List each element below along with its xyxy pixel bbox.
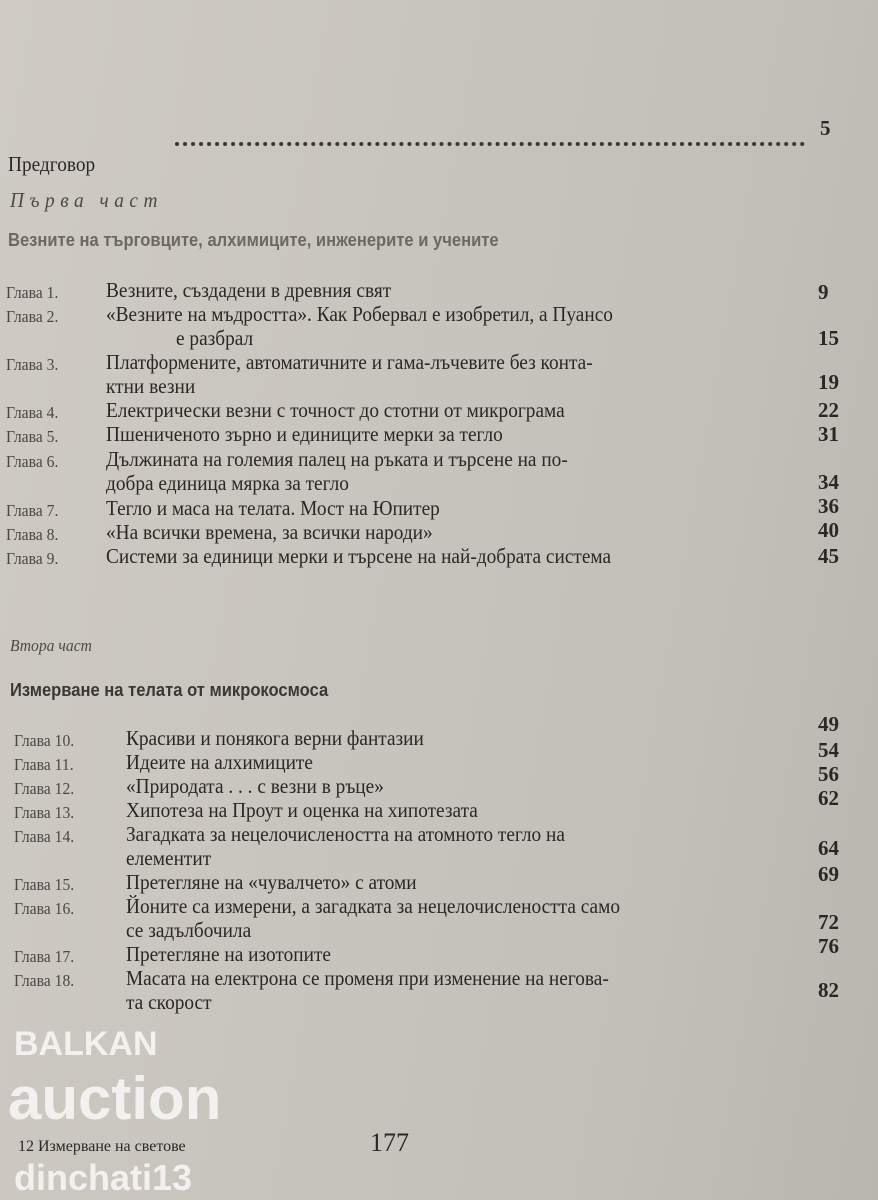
footer-signature: 12 Измерване на светове: [18, 1138, 186, 1155]
part2-title: Измерване на телата от микрокосмоса: [10, 680, 329, 700]
part1-label: Първа част: [10, 188, 163, 212]
chapter-title-line: Загадката за нецелочислеността на атомното тегло на: [126, 822, 565, 846]
chapter-page: 15: [818, 326, 839, 350]
dot-leader: [175, 142, 805, 146]
chapter-title-line: ктни везни: [106, 374, 196, 398]
chapter-title-line: Красиви и понякога верни фантазии: [126, 726, 424, 750]
chapter-page: 31: [818, 422, 839, 446]
part1-title: Везните на търговците, алхимиците, инженерите и учените: [8, 230, 499, 250]
chapter-title-line: Системи за единици мерки и търсене на най-добрата система: [106, 544, 612, 568]
chapter-page: 22: [818, 398, 839, 422]
chapter-page: 40: [818, 518, 839, 542]
chapter-number: Глава 12.: [14, 779, 75, 798]
chapter-page: 34: [818, 470, 839, 494]
chapter-number: Глава 3.: [6, 355, 59, 374]
chapter-page: 19: [818, 370, 839, 394]
chapter-title-line: Дължината на големия палец на ръката и търсене на по-: [106, 447, 568, 471]
chapter-page: 69: [818, 862, 839, 886]
chapter-title-line: се задълбочила: [126, 918, 252, 942]
chapter-title-line: добра единица мярка за тегло: [106, 471, 349, 495]
chapter-title-line: Претегляне на изотопите: [126, 942, 331, 966]
chapter-title-line: Масата на електрона се променя при изменение на негова-: [126, 966, 609, 990]
preface-page: 5: [820, 116, 831, 140]
chapter-page: 62: [818, 786, 839, 810]
chapter-number: Глава 8.: [6, 525, 59, 544]
chapter-number: Глава 4.: [6, 403, 59, 422]
chapter-number: Глава 13.: [14, 803, 75, 822]
chapter-title-line: елементит: [126, 846, 212, 870]
chapter-page: 82: [818, 978, 839, 1002]
chapter-title-line: Електрически везни с точност до стотни от микрограма: [106, 398, 565, 422]
chapter-page: 45: [818, 544, 839, 568]
chapter-number: Глава 14.: [14, 827, 75, 846]
chapter-title-line: «Везните на мъдростта». Как Робервал е изобретил, а Пуансо: [106, 302, 613, 326]
chapter-page: 72: [818, 910, 839, 934]
chapter-title-line: е разбрал: [176, 326, 254, 350]
preface-label: Предговор: [8, 152, 96, 176]
chapter-page: 36: [818, 494, 839, 518]
chapter-number: Глава 10.: [14, 731, 75, 750]
page-number: 177: [370, 1128, 409, 1157]
chapter-title-line: Идеите на алхимиците: [126, 750, 313, 774]
chapter-number: Глава 17.: [14, 947, 75, 966]
chapter-number: Глава 1.: [6, 283, 59, 302]
chapter-number: Глава 11.: [14, 755, 74, 774]
chapter-number: Глава 9.: [6, 549, 59, 568]
part2-label: Втора част: [10, 636, 92, 655]
chapter-number: Глава 7.: [6, 501, 59, 520]
chapter-page: 56: [818, 762, 839, 786]
chapter-title-line: «На всички времена, за всички народи»: [106, 520, 433, 544]
chapter-title-line: Платформените, автоматичните и гама-лъчевите без конта-: [106, 350, 593, 374]
chapter-title-line: «Природата . . . с везни в ръце»: [126, 774, 384, 798]
watermark-auction: auction: [8, 1065, 222, 1132]
chapter-title-line: Хипотеза на Проут и оценка на хипотезата: [126, 798, 478, 822]
chapter-number: Глава 16.: [14, 899, 75, 918]
chapter-page: 54: [818, 738, 839, 762]
chapter-page: 64: [818, 836, 839, 860]
chapter-title-line: Везните, създадени в древния свят: [106, 278, 392, 302]
chapter-page: 49: [818, 712, 839, 736]
watermark-user: dinchati13: [14, 1157, 193, 1198]
watermark-balkan: BALKAN: [14, 1025, 158, 1063]
chapter-number: Глава 2.: [6, 307, 59, 326]
chapter-number: Глава 6.: [6, 452, 59, 471]
chapter-number: Глава 15.: [14, 875, 75, 894]
chapter-title-line: Йоните са измерени, а загадката за нецелочислеността само: [126, 894, 620, 918]
chapter-page: 76: [818, 934, 839, 958]
chapter-title-line: та скорост: [126, 990, 212, 1014]
chapter-page: 9: [818, 280, 829, 304]
chapter-title-line: Тегло и маса на телата. Мост на Юпитер: [106, 496, 440, 520]
chapter-number: Глава 18.: [14, 971, 75, 990]
chapter-title-line: Претегляне на «чувалчето» с атоми: [126, 870, 417, 894]
chapter-title-line: Пшениченото зърно и единиците мерки за тегло: [106, 422, 503, 446]
chapter-number: Глава 5.: [6, 427, 59, 446]
